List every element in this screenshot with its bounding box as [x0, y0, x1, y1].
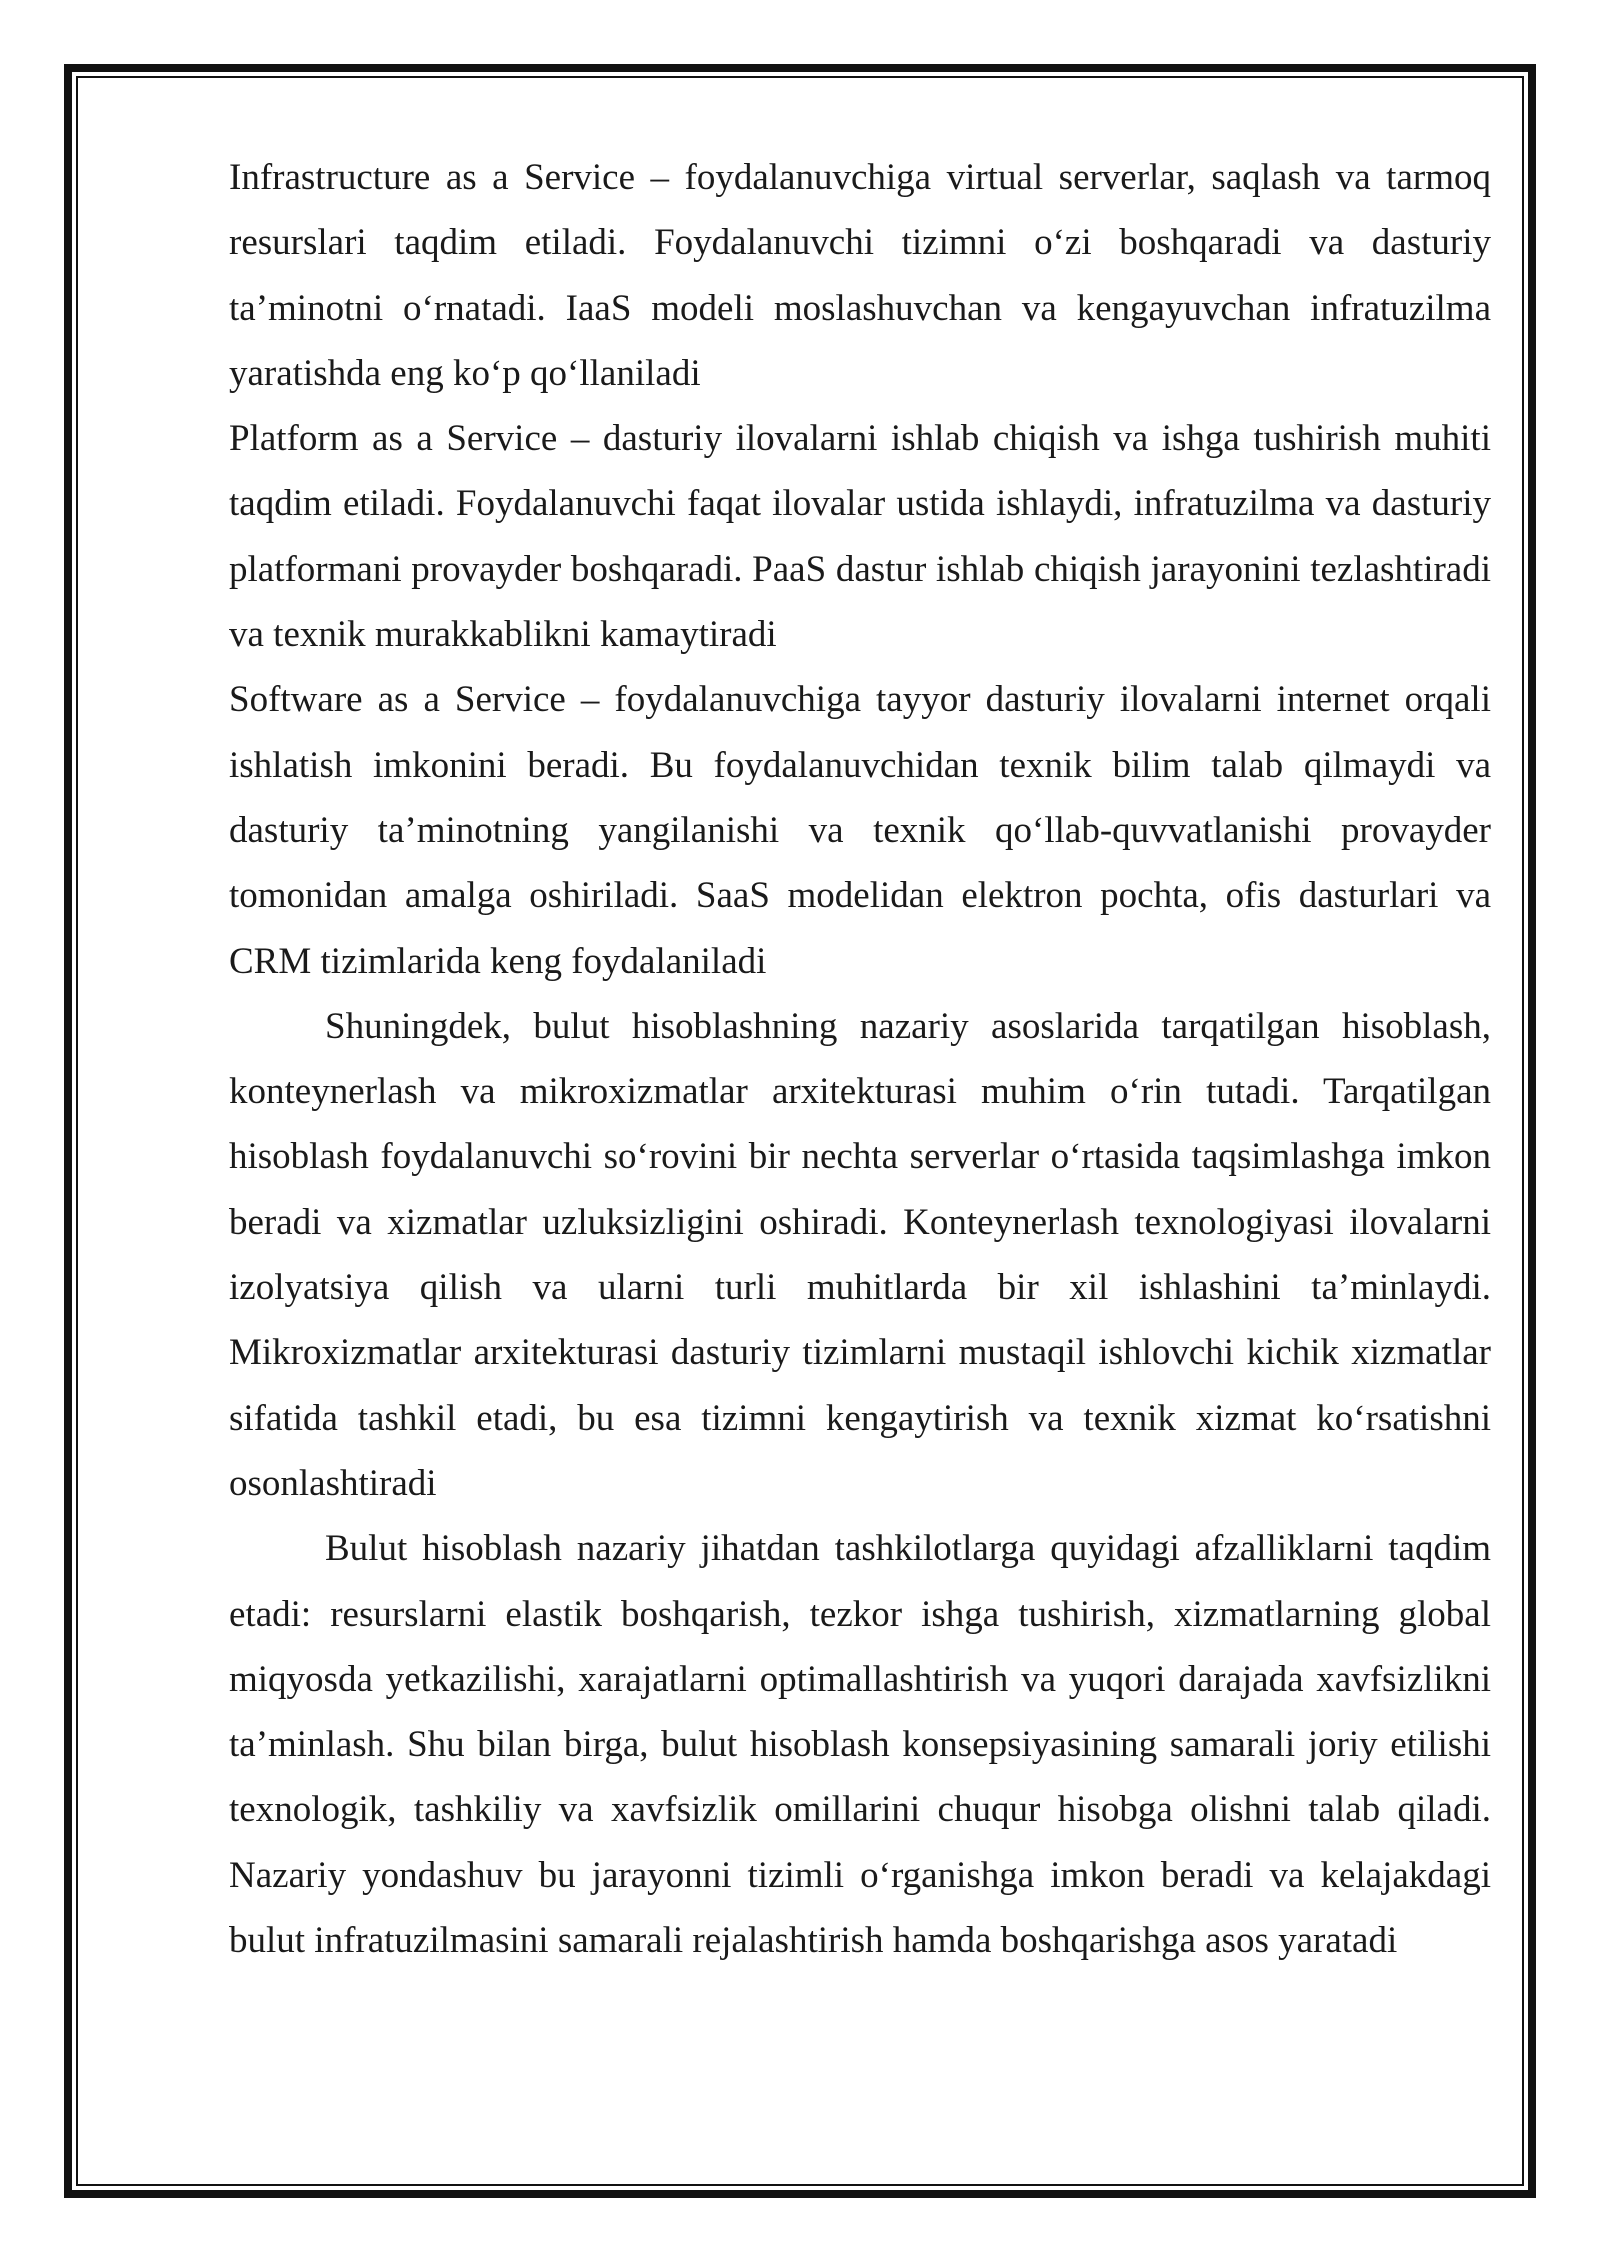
paragraph-paas: Platform as a Service – dasturiy ilovalarni ishlab chiqish va ishga tushirish muhiti taqdim etiladi. Foydalanuvchi faqat ilovalar ustida ishlaydi, infratuzilma va dasturiy platformani provayder boshqaradi. PaaS dastur ishlab chiqish jarayonini tezlashtiradi va texnik murakkablikni kamaytiradi [229, 418, 1491, 656]
paragraph-saas: Software as a Service – foydalanuvchiga tayyor dasturiy ilovalarni internet orqali ishlatish imkonini beradi. Bu foydalanuvchidan texnik bilim talab qilmaydi va dasturiy ta’minotning yangilanishi va texnik qo‘llab-quvvatlanishi provayder tomonidan amalga oshiriladi. SaaS modelidan elektron pochta, ofis dasturlari va CRM tizimlarida keng foydalaniladi [229, 679, 1491, 982]
document-body [229, 145, 1491, 1973]
paragraph-cloud-advantages: Bulut hisoblash nazariy jihatdan tashkilotlarga quyidagi afzalliklarni taqdim etadi: resurslarni elastik boshqarish, tezkor ishga tushirish, xizmatlarning global miqyosda yetkazilishi, xarajatlarni optimallashtirish va yuqori darajada xavfsizlikni ta’minlash. Shu bilan birga, bulut hisoblash konsepsiyasining samarali joriy etilishi texnologik, tashkiliy va xavfsizlik omillarini chuqur hisobga olishni talab qiladi. Nazariy yondashuv bu jarayonni tizimli o‘rganishga imkon beradi va kelajakdagi bulut infratuzilmasini samarali rejalashtirish hamda boshqarishga asos yaratadi [229, 1528, 1491, 1962]
paragraph-distributed-computing: Shuningdek, bulut hisoblashning nazariy asoslarida tarqatilgan hisoblash, konteynerlash va mikroxizmatlar arxitekturasi muhim o‘rin tutadi. Tarqatilgan hisoblash foydalanuvchi so‘rovini bir nechta serverlar o‘rtasida taqsimlashga imkon beradi va xizmatlar uzluksizligini oshiradi. Konteynerlash texnologiyasi ilovalarni izolyatsiya qilish va ularni turli muhitlarda bir xil ishlashini ta’minlaydi. Mikroxizmatlar arxitekturasi dasturiy tizimlarni mustaqil ishlovchi kichik xizmatlar sifatida tashkil etadi, bu esa tizimni kengaytirish va texnik xizmat ko‘rsatishni osonlashtiradi [229, 1005, 1491, 1504]
paragraph-iaas: Infrastructure as a Service – foydalanuvchiga virtual serverlar, saqlash va tarmoq resurslari taqdim etiladi. Foydalanuvchi tizimni o‘zi boshqaradi va dasturiy ta’minotni o‘rnatadi. IaaS modeli moslashuvchan va kengayuvchan infratuzilma yaratishda eng ko‘p qo‘llaniladi [229, 157, 1491, 394]
